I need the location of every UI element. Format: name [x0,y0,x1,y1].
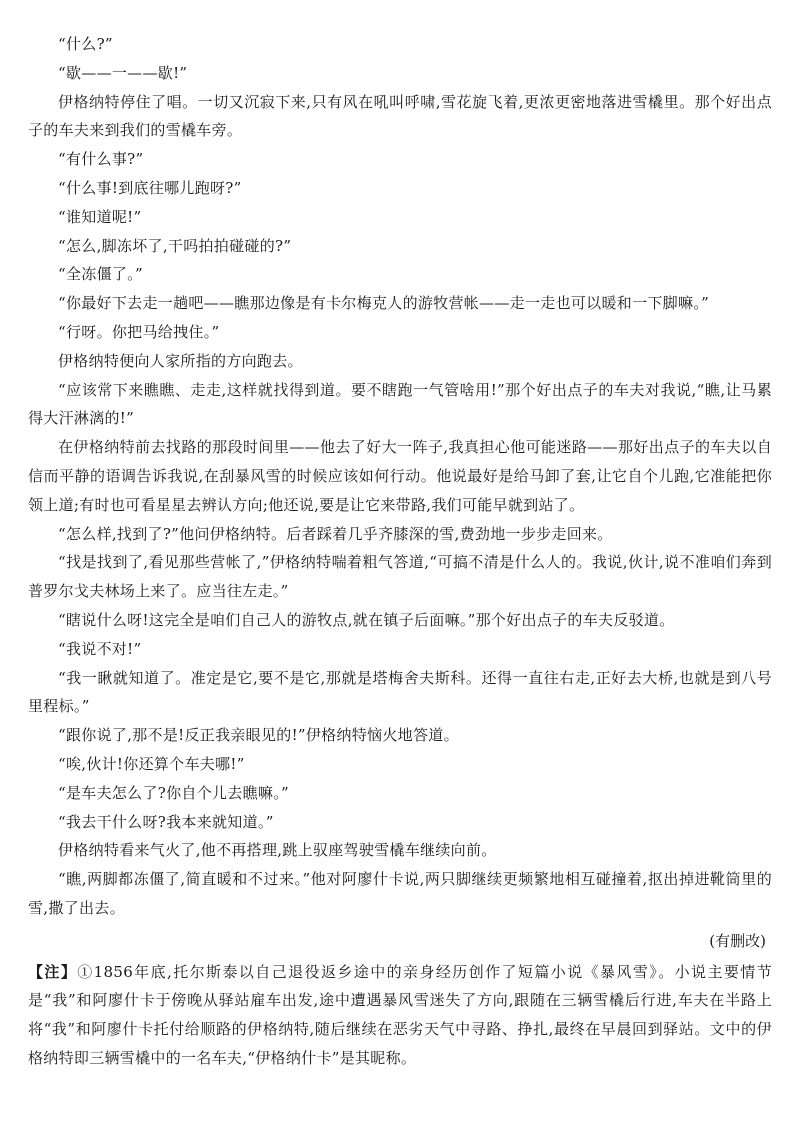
story-paragraph: 在伊格纳特前去找路的那段时间里——他去了好大一阵子,我真担心他可能迷路——那好出点子的车夫以自信而平静的语调告诉我说,在刮暴风雪的时候应该如何行动。他说最好是给马卸了套,让它自个儿跑,它准能把你领上道;有时也可看星星去辨认方向;他还说,要是让它来带路,我们可能早就到站了。 [28,438,772,514]
source-note: (有删改) [709,931,766,950]
story-paragraph: “全冻僵了。” [58,265,143,284]
footnote-label: 【注】 [28,962,78,981]
story-paragraph: “什么事!到底往哪儿跑呀?” [58,178,242,197]
story-paragraph: “什么?” [58,35,113,53]
story-paragraph: “唉,伙计!你还算个车夫哪!” [58,754,245,773]
story-paragraph: “我说不对!” [58,639,142,658]
story-paragraph: “找是找到了,看见那些营帐了,”伊格纳特喘着粗气答道,“可搞不清是什么人的。我说,伙计,说不准咱们奔到普罗尔戈夫林场上来了。应当往左走。” [28,553,772,601]
story-paragraph: “我去干什么呀?我本来就知道。” [58,812,274,831]
footnote-text: ①1856年底,托尔斯泰以自己退役返乡途中的亲身经历创作了短篇小说《暴风雪》。小说主要情节是“我”和阿廖什卡于傍晚从驿站雇车出发,途中遭遇暴风雪迷失了方向,跟随在三辆雪橇后行进,车夫在半路上将“我”和阿廖什卡托付给顺路的伊格纳特,随后继续在恶劣天气中寻路、挣扎,最终在早晨回到驿站。文中的伊格纳特即三辆雪橇中的一名车夫,“伊格纳什卡”是其昵称。 [28,962,773,1067]
story-paragraph: “谁知道呢!” [58,207,142,226]
story-paragraph: 伊格纳特便向人家所指的方向跑去。 [58,351,303,370]
story-paragraph: “我一瞅就知道了。准定是它,要不是它,那就是塔梅舍夫斯科。还得一直往右走,正好去大桥,也就是到八号里程标。” [28,668,772,716]
story-paragraph: “瞧,两脚都冻僵了,简直暖和不过来。”他对阿廖什卡说,两只脚继续更频繁地相互碰撞着,抠出掉进靴筒里的雪,撒了出去。 [28,870,772,917]
story-paragraph: “歇——一——歇!” [58,63,188,82]
story-paragraph: 伊格纳特看来气火了,他不再搭理,跳上驭座驾驶雪橇车继续向前。 [58,841,497,860]
story-paragraph: “怎么,脚冻坏了,干吗拍拍碰碰的?” [58,236,292,255]
story-paragraph: “应该常下来瞧瞧、走走,这样就找得到道。要不瞎跑一气管啥用!”那个好出点子的车夫对我说,“瞧,让马累得大汗淋漓的!” [28,380,772,428]
footnote [28,958,772,1073]
story-paragraph: “是车夫怎么了?你自个儿去瞧嘛。” [58,783,289,802]
story-paragraph: “你最好下去走一趟吧——瞧那边像是有卡尔梅克人的游牧营帐——走一走也可以暖和一下脚嘛。” [58,294,710,313]
story-paragraph: “瞎说什么呀!这完全是咱们自己人的游牧点,就在镇子后面嘛。”那个好出点子的车夫反驳道。 [58,610,675,629]
story-paragraph: “跟你说了,那不是!反正我亲眼见的!”伊格纳特恼火地答道。 [58,726,459,745]
story-paragraph: “有什么事?” [58,150,144,169]
story-text [28,30,772,923]
story-paragraph: “行呀。你把马给拽住。” [58,322,220,341]
story-paragraph: 伊格纳特停住了唱。一切又沉寂下来,只有风在吼叫呼啸,雪花旋飞着,更浓更密地落进雪橇里。那个好出点子的车夫来到我们的雪橇车旁。 [28,92,772,140]
story-paragraph: “怎么样,找到了?”他问伊格纳特。后者踩着几乎齐膝深的雪,费劲地一步步走回来。 [58,524,613,543]
